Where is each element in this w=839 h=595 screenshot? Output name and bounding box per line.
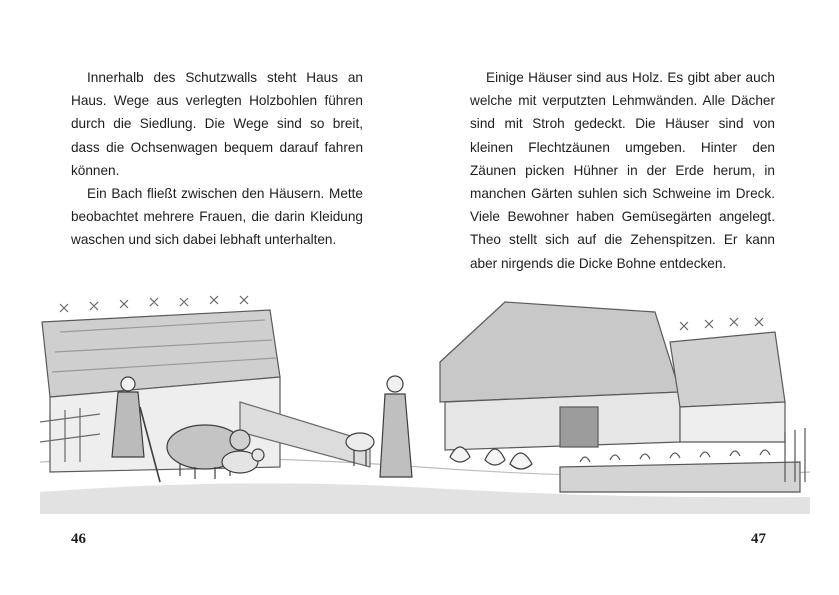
right-page-text — [470, 66, 775, 275]
left-paragraph-2: Ein Bach fließt zwischen den Häusern. Mette beobachtet mehrere Frauen, die darin Kleidung waschen und sich dabei lebhaft unterhalten. — [71, 186, 363, 248]
page-number-right: 47 — [751, 531, 766, 547]
right-thatched-houses — [440, 302, 785, 450]
girl-figure — [380, 376, 412, 477]
village-scene-illustration — [40, 292, 810, 514]
right-paragraph-1: Einige Häuser sind aus Holz. Es gibt aber auch welche mit verputzten Lehmwänden. Alle Dächer sind mit Stroh gedeckt. Die Häuser sind von kleinen Flechtzäunen umgeben. Hinter den Zäunen picken Hühner in der Erde herum, in manchen Gärten suhlen sich Schweine im Dreck. Viele Bewohner haben Gemüsegärten angelegt. Theo stellt sich auf die Zehenspitzen. Er kann aber nirgends die Dicke Bohne entdecken. — [470, 70, 775, 271]
geese — [450, 447, 532, 469]
page-number-left: 46 — [71, 531, 86, 547]
left-paragraph-1: Innerhalb des Schutzwalls steht Haus an Haus. Wege aus verlegten Holzbohlen führen durch die Siedlung. Die Wege sind so breit, dass die Ochsenwagen bequem darauf fahren können. — [71, 70, 363, 178]
left-page-text — [71, 66, 363, 252]
